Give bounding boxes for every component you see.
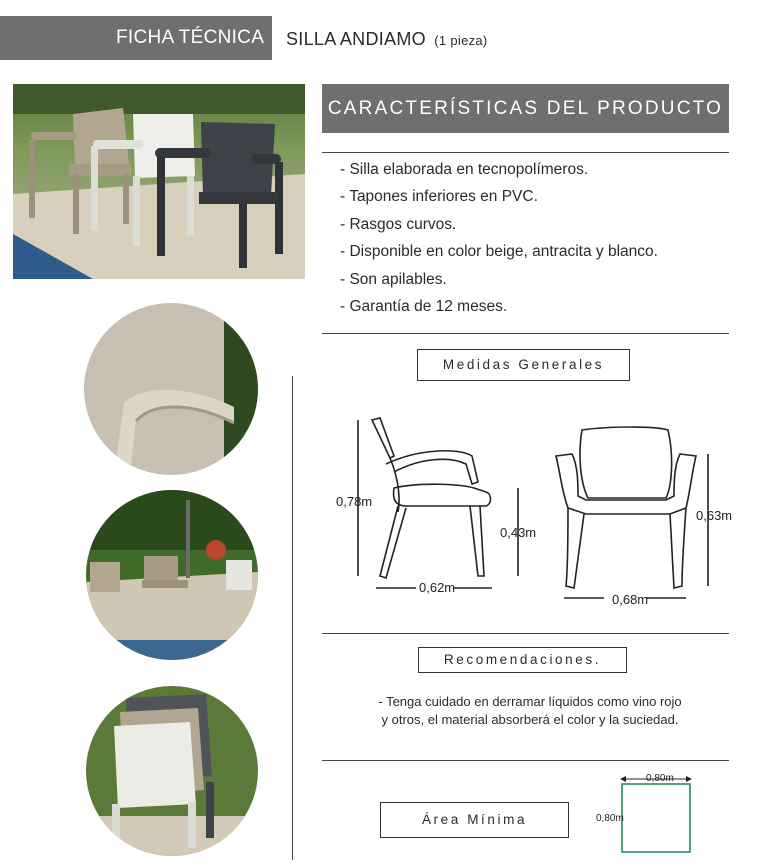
min-area-title: Área Mínima [380,802,569,838]
min-area-width: 0,80m [646,773,674,784]
detail-photo-stacked [86,686,258,856]
feature-item: - Disponible en color beige, antracita y blanco. [340,243,658,261]
section-label: FICHA TÉCNICA [116,27,265,48]
product-name: SILLA ANDIAMO [286,29,426,49]
recommendations-text [330,693,730,729]
features-list [340,156,730,320]
divider [322,633,729,634]
divider [322,333,729,334]
side-view-diagram [350,412,520,602]
min-area-depth: 0,80m [596,813,624,824]
feature-item: - Tapones inferiores en PVC. [340,188,538,206]
front-width: 0,68m [612,592,649,607]
side-seat-height: 0,43m [500,525,537,540]
divider [322,152,729,153]
detail-photo-armrest [84,303,258,475]
product-qty: (1 pieza) [434,33,488,48]
side-depth: 0,62m [419,580,456,595]
vertical-divider [292,376,293,860]
feature-item: - Garantía de 12 meses. [340,297,508,315]
characteristics-title: CARACTERÍSTICAS DEL PRODUCTO [322,84,729,133]
front-view-diagram [550,426,712,606]
measures-title: Medidas Generales [417,349,630,381]
recommendations-title: Recomendaciones. [418,647,627,673]
divider [322,760,729,761]
product-title [286,16,488,60]
detail-photo-terrace [86,490,258,660]
recommendation-line: y otros, el material absorberá el color y la suciedad. [381,712,679,727]
front-height: 0,63m [696,508,733,523]
feature-item: - Rasgos curvos. [340,215,457,233]
feature-item: - Silla elaborada en tecnopolímeros. [340,161,589,178]
product-photo-main [13,84,305,279]
recommendation-line: - Tenga cuidado en derramar líquidos como vino rojo [378,694,682,709]
side-total-height: 0,78m [336,494,373,509]
feature-item: - Son apilables. [340,270,447,288]
